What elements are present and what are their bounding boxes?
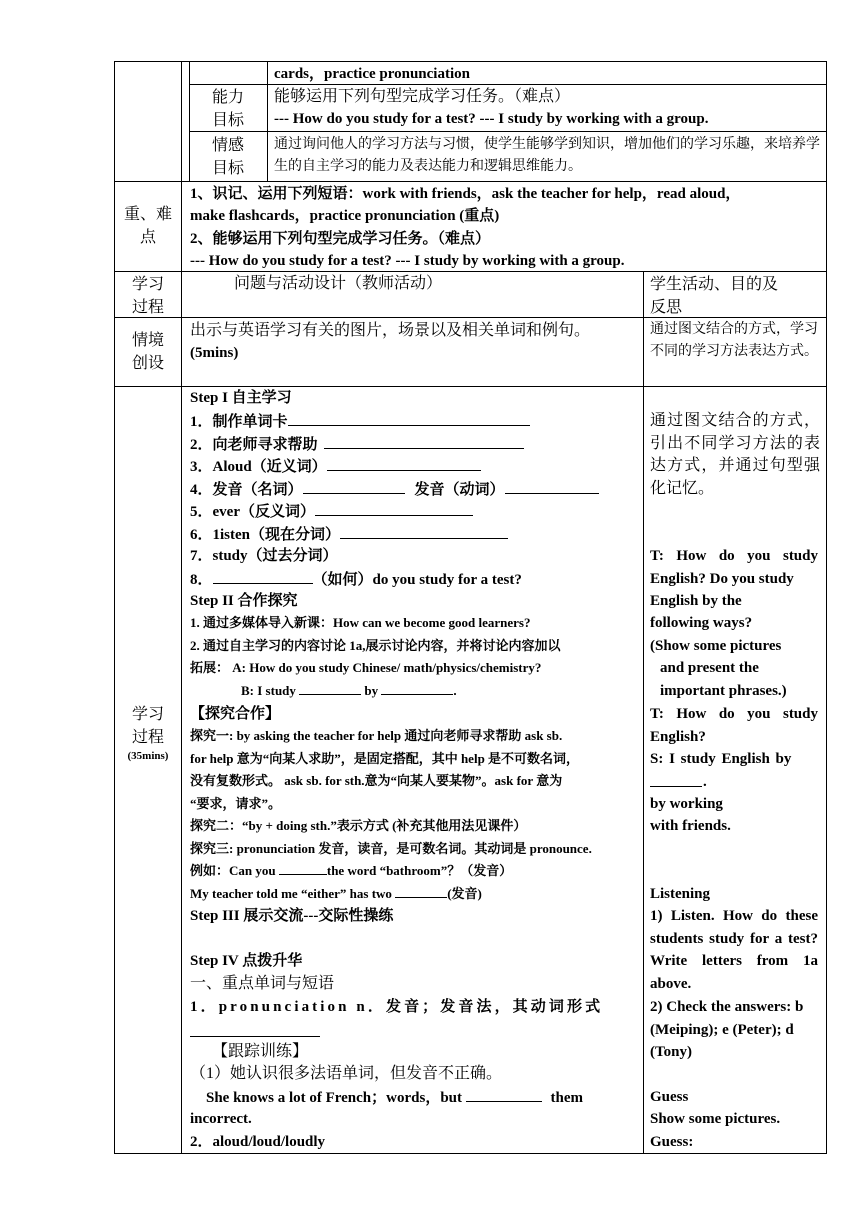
right-summary: 通过图文结合的方式，引出不同学习方法的表达方式，并通过句型强化记忆。 bbox=[650, 412, 820, 497]
row-divider-emotion bbox=[189, 131, 826, 132]
step2-line4: B: I study by . bbox=[241, 683, 457, 698]
item-5-text: 5．ever（反义词） bbox=[190, 504, 315, 520]
emotion-goal-line2: 生的自主学习的能力及表达能力和逻辑思维能力。 bbox=[274, 159, 582, 174]
scene-label: 情境 创设 bbox=[131, 332, 164, 372]
explore-title: 【探究合作】 bbox=[190, 706, 281, 722]
student-activity-header: 学生活动、目的及 反思 bbox=[650, 276, 779, 316]
scene-right-text: 通过图文结合的方式，学习不同的学习方法表达方式。 bbox=[650, 322, 818, 359]
right-listening-title: Listening bbox=[650, 886, 711, 902]
step2-line4-a: B: I study bbox=[241, 683, 296, 698]
step2-blank-b[interactable] bbox=[381, 681, 453, 695]
right-teacher-q1: T: How do you study English? Do you study bbox=[650, 548, 818, 587]
tracking-blank[interactable] bbox=[466, 1086, 542, 1102]
tracking-line2-b: them bbox=[550, 1090, 584, 1106]
item-4-blank-verb[interactable] bbox=[505, 478, 599, 494]
explore-line3: 没有复数形式。 ask sb. for sth.意为“向某人要某物”。ask for 意为 bbox=[190, 773, 563, 788]
item-1-blank[interactable] bbox=[288, 410, 530, 426]
row-divider-keypoints bbox=[114, 181, 826, 182]
ability-goal-line2: --- How do you study for a test? --- I study by working with a group. bbox=[274, 111, 709, 127]
explore-blank-2[interactable] bbox=[395, 884, 447, 898]
item-4 bbox=[190, 478, 599, 501]
emotion-goal-line1: 通过询问他人的学习方法与习惯，使学生能够学到知识，增加他们的学习乐趣，来培养学 bbox=[274, 137, 820, 152]
col-divider-outer bbox=[181, 61, 182, 1154]
key-points-line4: --- How do you study for a test? --- I study by working with a group. bbox=[190, 253, 625, 269]
tracking-line3: incorrect. bbox=[190, 1111, 252, 1127]
right-listening-2: 2) Check the answers: b (Meiping); e (Peter); d (Tony) bbox=[650, 999, 804, 1060]
col-divider-inner-b bbox=[267, 61, 268, 181]
right-guess-title: Guess bbox=[650, 1089, 689, 1105]
right-teacher-q2: English by the bbox=[650, 593, 742, 609]
item-5-blank[interactable] bbox=[315, 500, 473, 516]
explore-blank-1[interactable] bbox=[279, 861, 327, 875]
right-teacher-q7: T: How do you study English? bbox=[650, 706, 818, 745]
step2-blank-a[interactable] bbox=[299, 681, 361, 695]
ability-goal-line1: 能够运用下列句型完成学习任务。（难点） bbox=[274, 88, 571, 105]
objective-cards-line: cards，practice pronunciation bbox=[274, 66, 470, 82]
step2-line4-b: by bbox=[364, 683, 379, 698]
tracking-title: 【跟踪训练】 bbox=[212, 1043, 309, 1060]
right-teacher-q6: important phrases.) bbox=[660, 683, 787, 699]
item-8-question: （如何）do you study for a test? bbox=[312, 572, 522, 588]
key-points-label: 重、难 点 bbox=[123, 206, 172, 246]
keyword-2: 2．aloud/loud/loudly bbox=[190, 1134, 326, 1150]
item-2 bbox=[190, 433, 524, 456]
scene-duration: (5mins) bbox=[190, 345, 239, 361]
key-points-line3: 2、能够运用下列句型完成学习任务。（难点） bbox=[190, 231, 491, 247]
item-7: 7．study（过去分词） bbox=[190, 548, 338, 564]
item-8-blank[interactable] bbox=[213, 568, 313, 584]
right-student-a2: by working bbox=[650, 796, 723, 812]
table-right-border bbox=[826, 61, 827, 1154]
explore-line7 bbox=[190, 860, 512, 882]
explore-line1: 探究一: by asking the teacher for help 通过向老师寻求帮助 ask sb. bbox=[190, 728, 563, 743]
right-student-dot: . bbox=[703, 774, 707, 790]
explore-line4: “要求，请求”。 bbox=[190, 796, 282, 811]
explore-line2: for help 意为“向某人求助”，是固定搭配，其中 help 是不可数名词， bbox=[190, 751, 580, 766]
step4-title: Step IV 点拨升华 bbox=[190, 953, 303, 969]
item-3-text: 3．Aloud（近义词） bbox=[190, 459, 327, 475]
process-duration: (35mins) bbox=[127, 750, 169, 762]
step2-line3: 拓展： A: How do you study Chinese/ math/physics/chemistry? bbox=[190, 660, 542, 675]
item-4-blank-noun[interactable] bbox=[303, 478, 405, 494]
tracking-line1: （1）她认识很多法语单词，但发音不正确。 bbox=[190, 1065, 503, 1082]
right-teacher-q4: (Show some pictures bbox=[650, 638, 782, 654]
ability-goal-label: 能力 目标 bbox=[211, 89, 244, 129]
emotion-goal-label: 情感 目标 bbox=[211, 137, 244, 177]
scene-text: 出示与英语学习有关的图片，场景以及相关单词和例句。 bbox=[190, 322, 591, 339]
step1-title: Step I 自主学习 bbox=[190, 390, 292, 406]
item-2-blank[interactable] bbox=[324, 433, 524, 449]
process-label: 学习 过程 bbox=[131, 706, 164, 746]
right-student-blank[interactable] bbox=[650, 786, 702, 787]
explore-line5: 探究二：“by + doing sth.”表示方式 (补充其他用法见课件） bbox=[190, 818, 527, 833]
item-2-text: 2．向老师寻求帮助 bbox=[190, 437, 318, 453]
keyword-1: 1．pronunciation n．发音；发音法，其动词形式 bbox=[190, 999, 604, 1015]
step2-line1: 1. 通过多媒体导入新课：How can we become good learners? bbox=[190, 615, 531, 630]
item-3-blank[interactable] bbox=[327, 455, 481, 471]
col-divider-right bbox=[643, 271, 644, 1154]
step3-title: Step III 展示交流---交际性操练 bbox=[190, 908, 394, 924]
right-student-a1: S: I study English by bbox=[650, 751, 792, 767]
item-8-text: 8． bbox=[190, 572, 213, 588]
item-8 bbox=[190, 568, 522, 591]
tracking-line2 bbox=[206, 1086, 583, 1109]
right-student-a3: with friends. bbox=[650, 818, 731, 834]
step2-line2: 2. 通过自主学习的内容讨论 1a,展示讨论内容，并将讨论内容加以 bbox=[190, 638, 561, 653]
emotion-goal-clip bbox=[274, 134, 825, 180]
right-teacher-q3: following ways? bbox=[650, 615, 753, 631]
key-points-line2: make flashcards，practice pronunciation (重点) bbox=[190, 208, 500, 224]
step2-title: Step II 合作探究 bbox=[190, 593, 298, 609]
item-6-text: 6．1isten（现在分词） bbox=[190, 527, 341, 543]
explore-line8-a: My teacher told me “either” has two bbox=[190, 886, 392, 901]
explore-line8 bbox=[190, 883, 482, 905]
right-guess-line1: Show some pictures. bbox=[650, 1111, 781, 1127]
item-5 bbox=[190, 500, 473, 523]
key-points-line1: 1、识记、运用下列短语：work with friends，ask the teacher for help，read aloud， bbox=[190, 186, 741, 202]
teacher-activity-header: 问题与活动设计（教师活动） bbox=[234, 275, 443, 292]
explore-line7-b: the word “bathroom”？（发音） bbox=[326, 863, 513, 878]
item-4-text: 4．发音（名词） bbox=[190, 482, 303, 498]
right-guess-line2: Guess: bbox=[650, 1134, 694, 1150]
item-4-verb-text: 发音（动词） bbox=[414, 482, 505, 498]
explore-line7-a: 例如：Can you bbox=[190, 863, 276, 878]
table-top-border bbox=[114, 61, 826, 62]
col-divider-inner-a bbox=[189, 61, 190, 181]
tracking-line2-a: She knows a lot of French；words，but bbox=[206, 1090, 463, 1106]
item-6 bbox=[190, 523, 508, 546]
item-1 bbox=[190, 410, 530, 433]
process-header-label: 学习 过程 bbox=[131, 276, 164, 316]
keywords-title: 一、重点单词与短语 bbox=[190, 975, 335, 992]
right-listening-1: 1) Listen. How do these students study for a test? Write letters from 1a above. bbox=[650, 908, 818, 992]
table-bottom-border bbox=[114, 1153, 826, 1154]
item-1-text: 1．制作单词卡 bbox=[190, 414, 288, 430]
right-teacher-q5: and present the bbox=[660, 660, 759, 676]
explore-line6: 探究三: pronunciation 发音，读音，是可数名词。其动词是 pronounce. bbox=[190, 841, 592, 856]
item-6-blank[interactable] bbox=[340, 523, 508, 539]
keyword-1-blank[interactable] bbox=[190, 1036, 320, 1037]
item-3 bbox=[190, 455, 481, 478]
explore-line8-b: (发音) bbox=[447, 886, 482, 901]
